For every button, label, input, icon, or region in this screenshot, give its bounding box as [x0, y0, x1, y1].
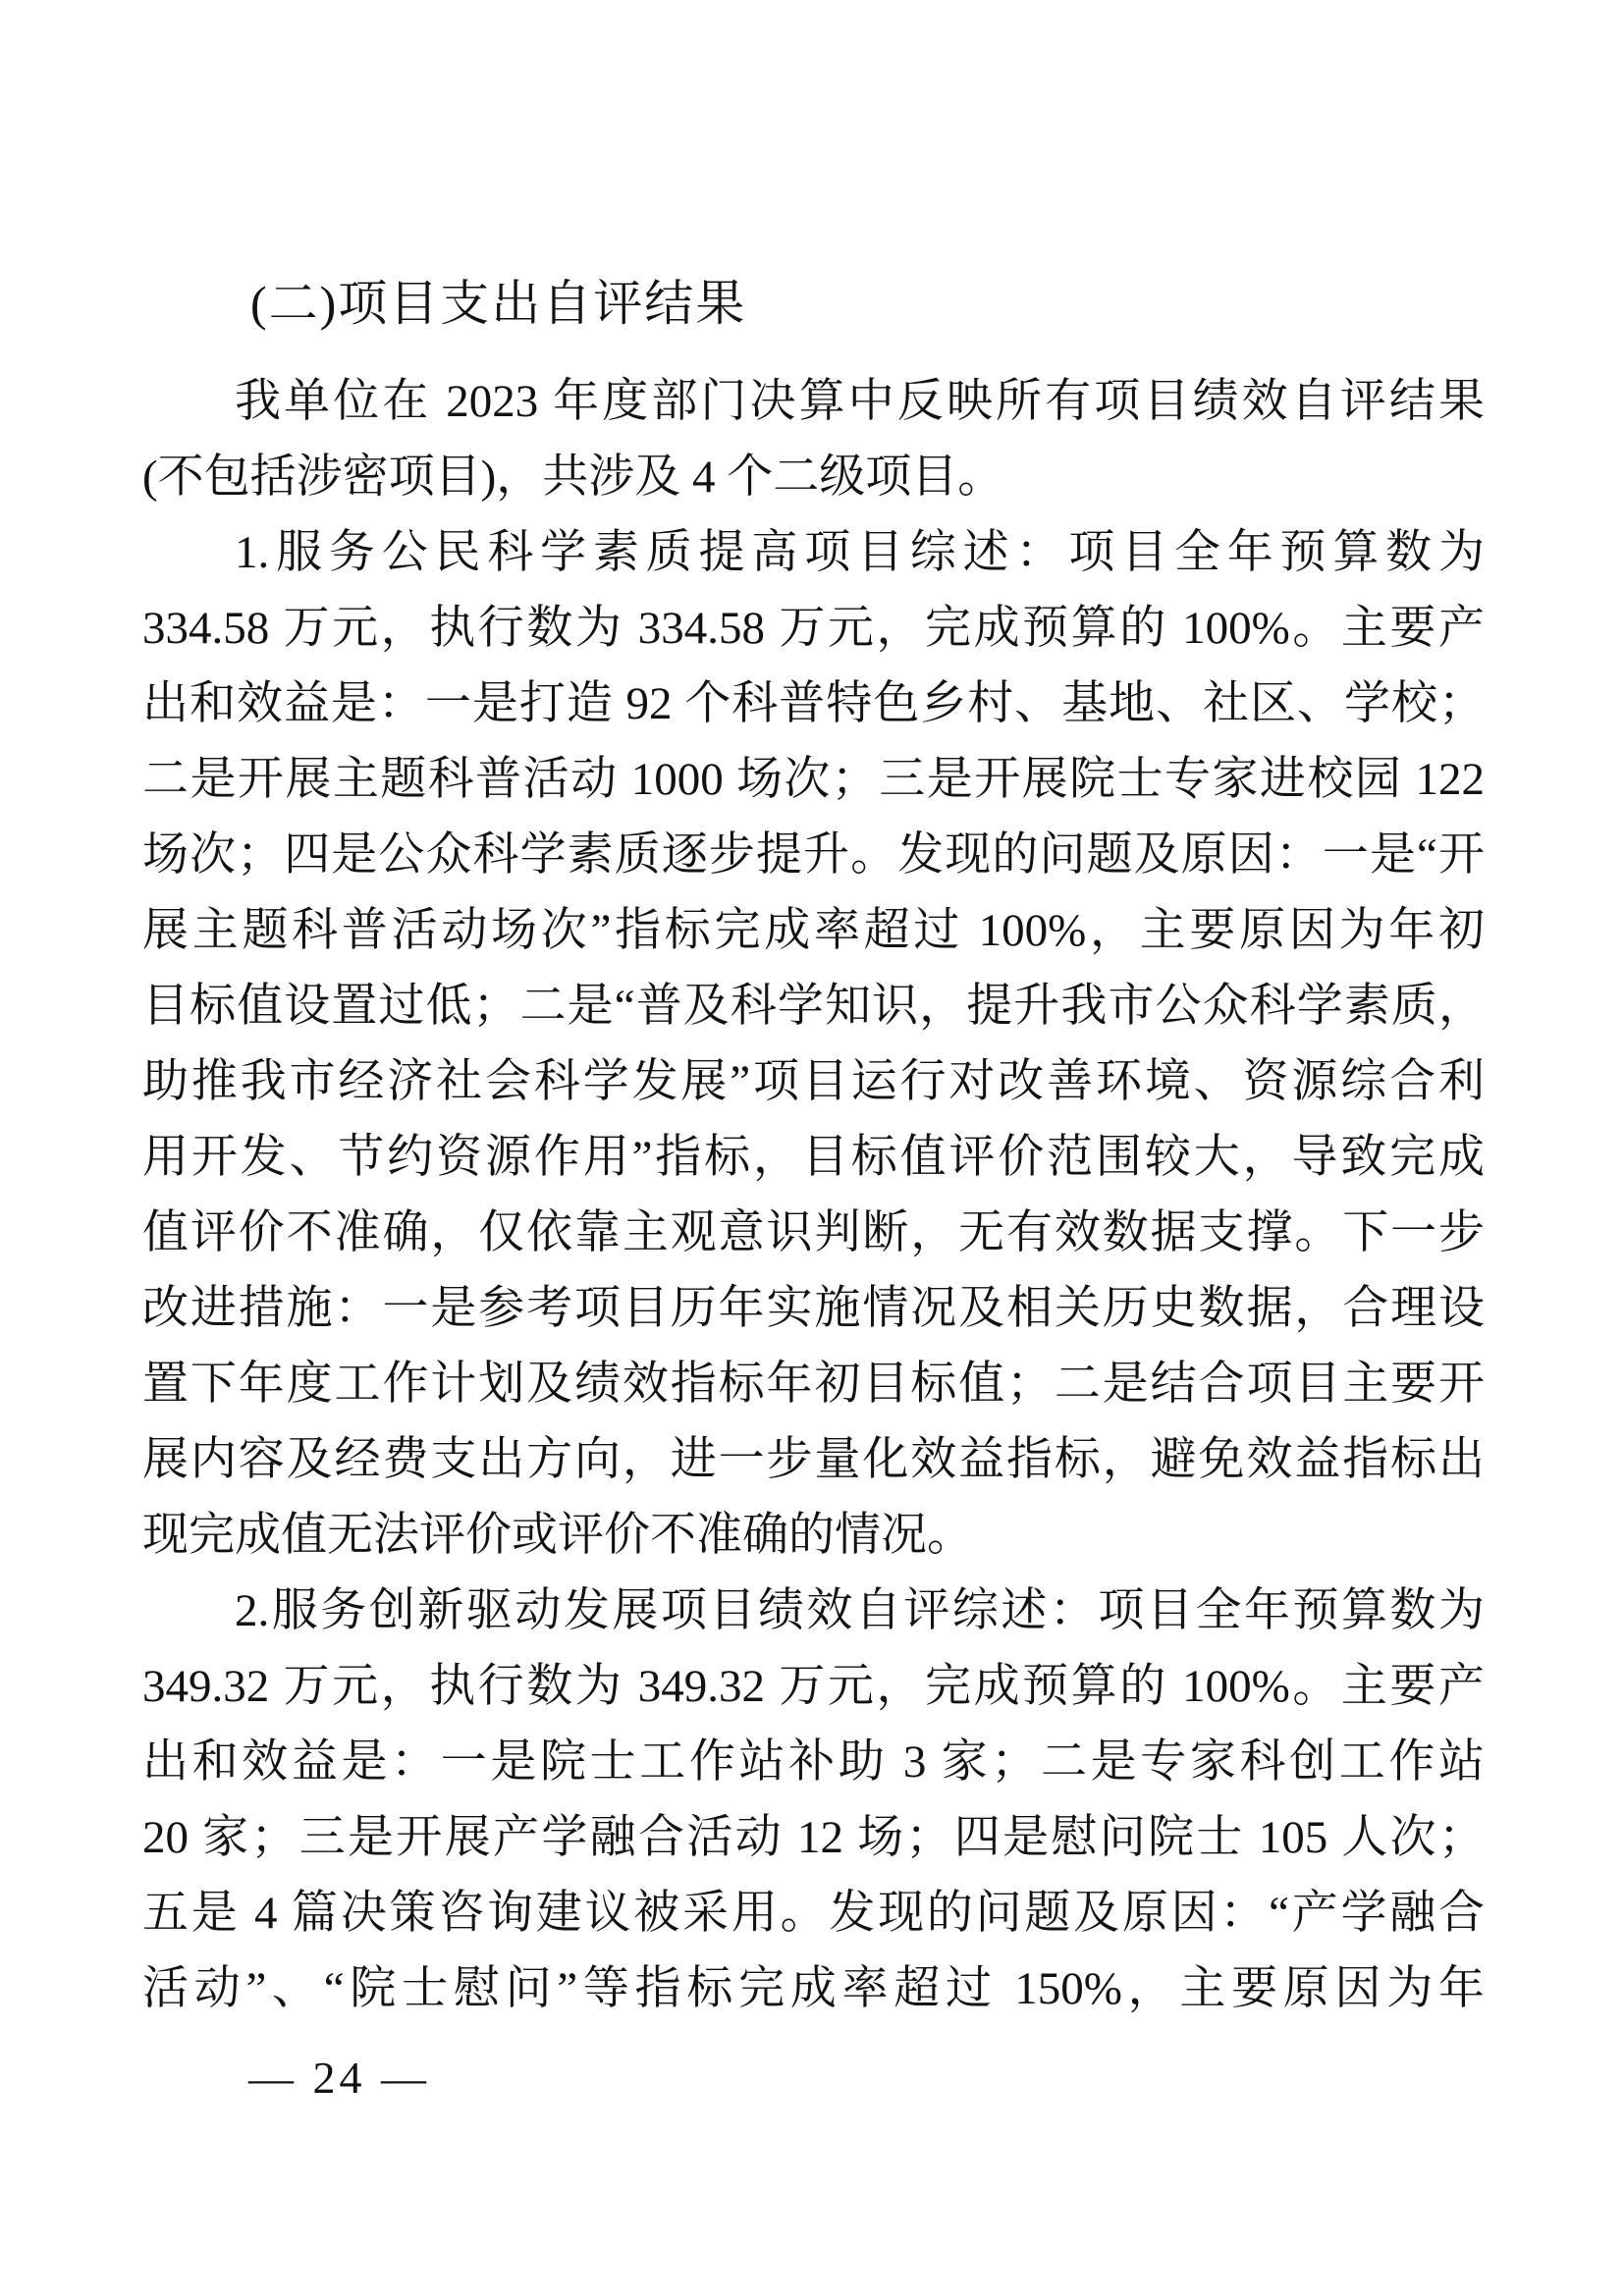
- text-line: 助推我市经济社会科学发展”项目运行对改善环境、资源综合利: [142, 1056, 1485, 1107]
- text-line: 二是开展主题科普活动 1000 场次；三是开展院士专家进校园 122: [142, 754, 1485, 805]
- text-line: 置下年度工作计划及绩效指标年初目标值；二是结合项目主要开: [142, 1359, 1485, 1410]
- page-number: — 24 —: [248, 2053, 430, 2103]
- text-line: 改进措施：一是参考项目历年实施情况及相关历史数据，合理设: [142, 1283, 1485, 1334]
- text-line: 我单位在 2023 年度部门决算中反映所有项目绩效自评结果: [235, 376, 1485, 427]
- text-line: 活动”、“院士慰问”等指标完成率超过 150%，主要原因为年: [142, 1963, 1485, 2014]
- text-block: [142, 264, 1485, 2027]
- text-line: 值评价不准确，仅依靠主观意识判断，无有效数据支撑。下一步: [142, 1207, 1485, 1258]
- text-line: 目标值设置过低；二是“普及科学知识，提升我市公众科学素质，: [142, 981, 1485, 1032]
- text-line: 334.58 万元，执行数为 334.58 万元，完成预算的 100%。主要产: [142, 603, 1485, 654]
- text-line: (不包括涉密项目)，共涉及 4 个二级项目。: [142, 452, 1004, 503]
- text-line: 场次；四是公众科学素质逐步提升。发现的问题及原因：一是“开: [142, 829, 1485, 881]
- text-line: 五是 4 篇决策咨询建议被采用。发现的问题及原因：“产学融合: [142, 1888, 1485, 1939]
- text-line: 349.32 万元，执行数为 349.32 万元，完成预算的 100%。主要产: [142, 1661, 1485, 1712]
- text-line: 用开发、节约资源作用”指标，目标值评价范围较大，导致完成: [142, 1132, 1485, 1183]
- text-line: 展内容及经费支出方向，进一步量化效益指标，避免效益指标出: [142, 1434, 1485, 1485]
- text-line: 20 家；三是开展产学融合活动 12 场；四是慰问院士 105 人次；: [142, 1812, 1485, 1863]
- text-line: 2.服务创新驱动发展项目绩效自评综述：项目全年预算数为: [235, 1585, 1485, 1636]
- text-line: 现完成值无法评价或评价不准确的情况。: [142, 1510, 973, 1561]
- text-line: 展主题科普活动场次”指标完成率超过 100%，主要原因为年初: [142, 905, 1485, 956]
- text-line: 1.服务公民科学素质提高项目综述：项目全年预算数为: [235, 527, 1485, 578]
- text-line: 出和效益是：一是院士工作站补助 3 家；二是专家科创工作站: [142, 1736, 1485, 1788]
- section-heading: (二)项目支出自评结果: [250, 276, 747, 331]
- text-line: 出和效益是：一是打造 92 个科普特色乡村、基地、社区、学校；: [142, 678, 1485, 729]
